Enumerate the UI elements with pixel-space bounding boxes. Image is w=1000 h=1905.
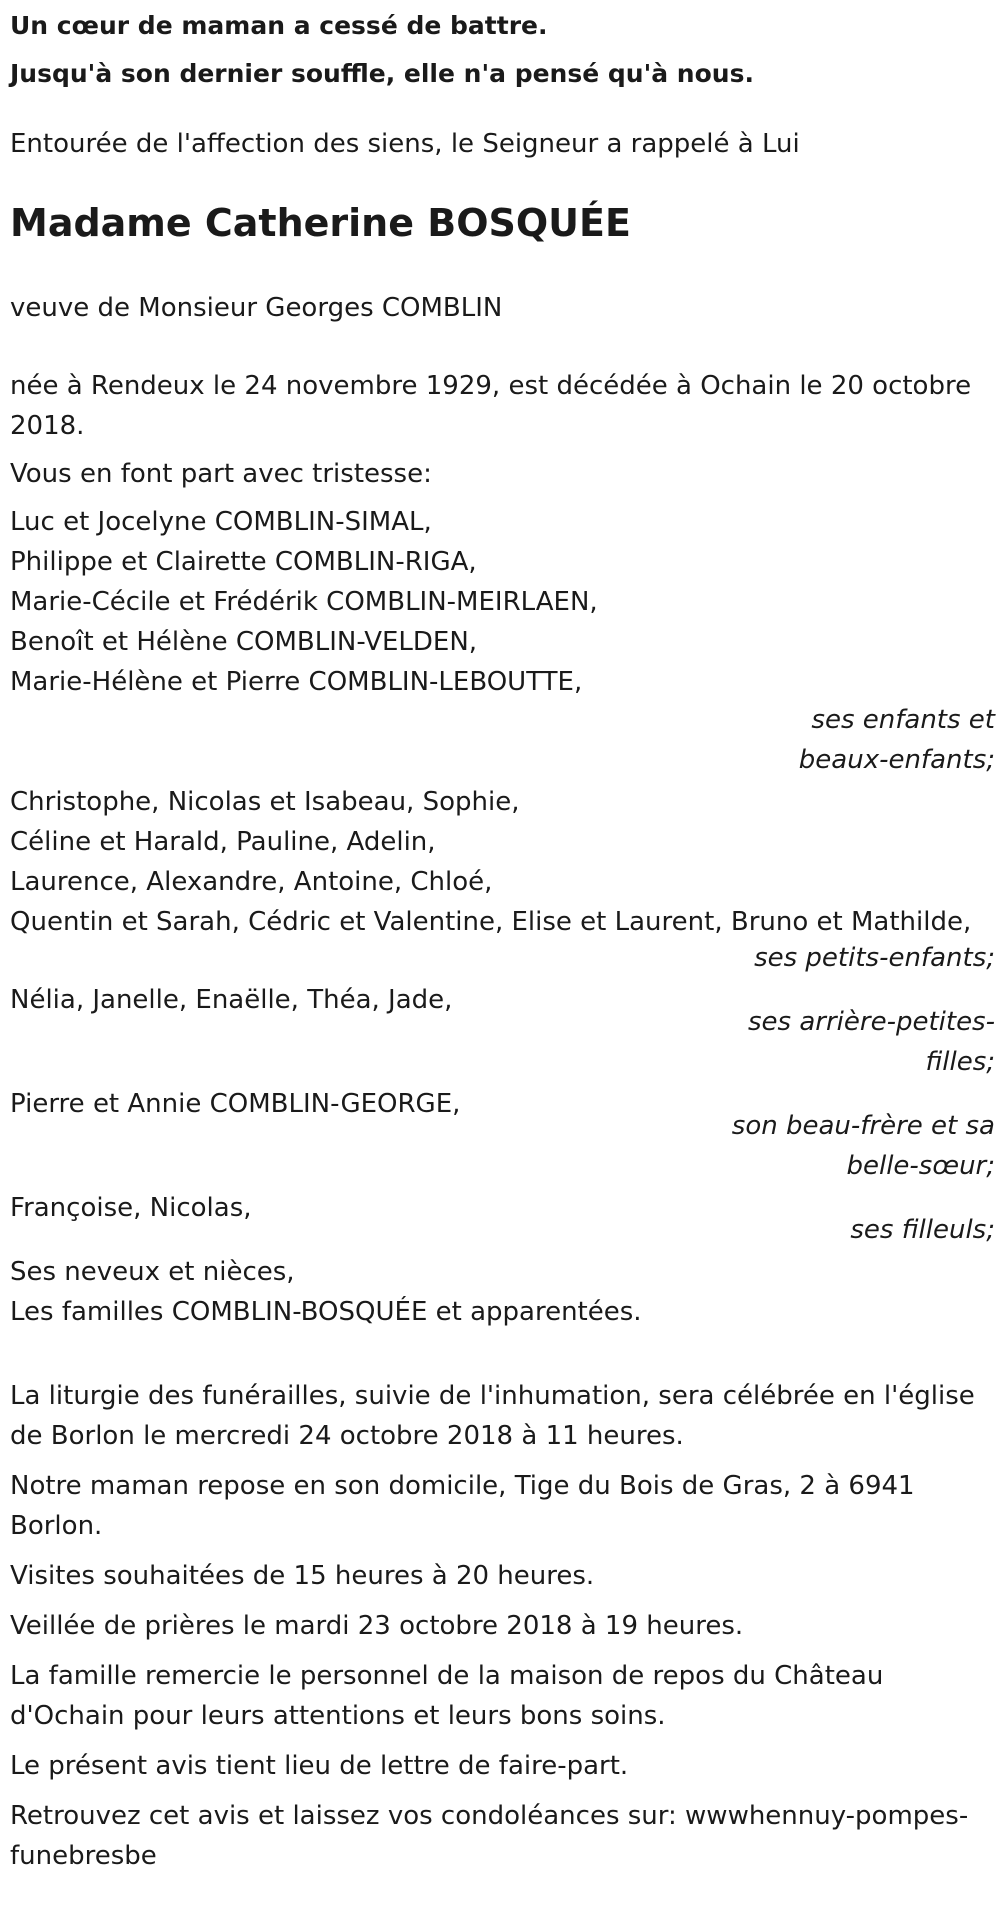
children-group: [10, 502, 995, 702]
family-name-line: Laurence, Alexandre, Antoine, Chloé,: [10, 867, 493, 897]
widow-of: veuve de Monsieur Georges COMBLIN: [10, 293, 503, 323]
thanks-text: La famille remercie le personnel de la maison de repos du Château d'Ochain pour leurs attentions et leurs bons soins.: [10, 1661, 884, 1731]
liturgy-text: La liturgie des funérailles, suivie de l'inhumation, sera célébrée en l'église de Borlon le mercredi 24 octobre 2018 à 11 heures.: [10, 1381, 975, 1451]
intro-text: Entourée de l'affection des siens, le Seigneur a rappelé à Lui: [10, 129, 800, 159]
online-condolences-text: Retrouvez cet avis et laissez vos condoléances sur: wwwhennuy-pompes-funebresbe: [10, 1801, 969, 1871]
family-name-line: Luc et Jocelyne COMBLIN-SIMAL,: [10, 507, 432, 537]
family-name-line: Philippe et Clairette COMBLIN-RIGA,: [10, 547, 477, 577]
announce-text: Vous en font part avec tristesse:: [10, 459, 432, 489]
relation-great-granddaughters: ses arrière-petites-filles;: [748, 1007, 995, 1077]
header-line-2: Jusqu'à son dernier souffle, elle n'a pensé qu'à nous.: [10, 59, 754, 88]
family-name-line: Les familles COMBLIN-BOSQUÉE et apparentées.: [10, 1297, 642, 1327]
family-name-line: Nélia, Janelle, Enaëlle, Théa, Jade,: [10, 985, 453, 1015]
vigil-text: Veillée de prières le mardi 23 octobre 2018 à 19 heures.: [10, 1611, 744, 1641]
family-name-line: Quentin et Sarah, Cédric et Valentine, Elise et Laurent, Bruno et Mathilde,: [10, 907, 972, 937]
family-name-line: Céline et Harald, Pauline, Adelin,: [10, 827, 436, 857]
notice-text: Le présent avis tient lieu de lettre de faire-part.: [10, 1751, 629, 1781]
family-name-line: Benoît et Hélène COMBLIN-VELDEN,: [10, 627, 478, 657]
family-name-line: Marie-Cécile et Frédérik COMBLIN-MEIRLAEN,: [10, 587, 598, 617]
header-line-1: Un cœur de maman a cessé de battre.: [10, 11, 548, 40]
relation-godchildren: ses filleuls;: [850, 1215, 995, 1245]
other-family-group: [10, 1252, 995, 1332]
grandchildren-group: [10, 782, 995, 942]
family-name-line: Françoise, Nicolas,: [10, 1193, 252, 1223]
relation-grandchildren: ses petits-enfants;: [754, 943, 995, 973]
family-name-line: Ses neveux et nièces,: [10, 1257, 295, 1287]
birth-death-text: née à Rendeux le 24 novembre 1929, est décédée à Ochain le 20 octobre 2018.: [10, 371, 972, 441]
family-name-line: Marie-Hélène et Pierre COMBLIN-LEBOUTTE,: [10, 667, 583, 697]
obituary-content: [10, 0, 995, 1876]
family-name-line: Christophe, Nicolas et Isabeau, Sophie,: [10, 787, 520, 817]
relation-in-laws: son beau-frère et sa belle-sœur;: [731, 1111, 995, 1181]
family-name-line: Pierre et Annie COMBLIN-GEORGE,: [10, 1089, 461, 1119]
deceased-name: Madame Catherine BOSQUÉE: [10, 201, 631, 245]
rests-text: Notre maman repose en son domicile, Tige du Bois de Gras, 2 à 6941 Borlon.: [10, 1471, 915, 1541]
relation-children: ses enfants et beaux-enfants;: [798, 705, 995, 775]
visits-text: Visites souhaitées de 15 heures à 20 heures.: [10, 1561, 595, 1591]
